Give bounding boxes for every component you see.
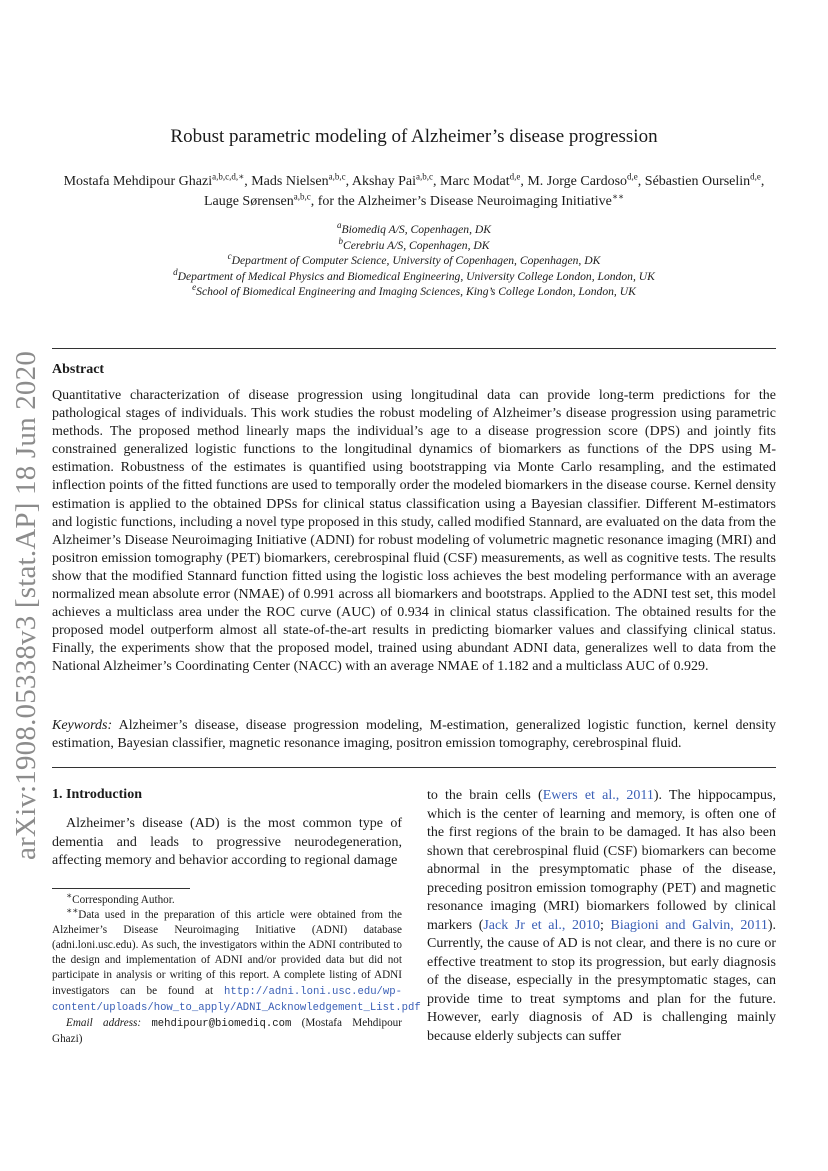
citation-biagioni-2011[interactable]: Biagioni and Galvin, 2011 [610, 917, 768, 933]
author: Marc Modat$^{d,e}$, [440, 171, 528, 189]
author: Mostafa Mehdipour Ghazi$^{a,b,c,d,∗}$, [63, 171, 252, 189]
paper-title: Robust parametric modeling of Alzheimer’s disease progression [170, 126, 658, 147]
abstract-top-rule [52, 348, 776, 349]
arxiv-side-stamp: arXiv:1908.05338v3 [stat.AP] 18 Jun 2020 [10, 350, 42, 860]
affiliation: $^b$Cerebriu A/S, Copenhagen, DK [338, 235, 490, 252]
section-heading-introduction: 1. Introduction [52, 787, 142, 802]
footnote-rule [52, 888, 190, 889]
affiliation: $^d$Department of Medical Physics and Biomedical Engineering, University College London, London, UK [173, 266, 655, 283]
affiliation: $^e$School of Biomedical Engineering and Imaging Sciences, King’s College London, London, UK [192, 282, 636, 298]
abstract-text: Quantitative characterization of disease progression using longitudinal data can provide long-term predictions for the pathological stages of individuals. This work studies the robust modeling of Alzheimer’s disease progression using parametric methods. The proposed method linearly maps the individual’s age to a disease progression score (DPS) and jointly fits constrained generalized logistic functions to the longitudinal dynamics of biomarkers as functions of the DPS using M-estimation. Robustness of the estimates is quantified using bootstrapping via Monte Carlo resampling, and the estimated inflection points of the fitted functions are used to temporally order the modeled biomarkers in the disease course. Kernel density estimation is applied to the obtained DPSs for clinical status classification using a Bayesian classifier. Different M-estimators and logistic functions, including a novel type proposed in this study, called modified Stannard, are evaluated on the data from the Alzheimer’s Disease Neuroimaging Initiative (ADNI) for robust modeling of volumetric magnetic resonance imaging (MRI) and positron emission tomography (PET) biomarkers, cerebrospinal fluid (CSF) measurements, as well as cognitive tests. The results show that the modified Stannard function fitted using the logistic loss achieves the best modeling performance with an average normalized mean absolute error (NMAE) of 0.991 across all biomarkers and bootstraps. Applied to the ADNI test set, this model achieves a multiclass area under the ROC curve (AUC) of 0.934 in clinical status classification. The obtained results for the proposed model outperform almost all state-of-the-art results in predicting biomarker values and classifying clinical status. Finally, the experiments show that the proposed model, trained using abundant ADNI data, generalizes well to data from the National Alzheimer’s Coordinating Center (NACC) with an average NMAE of 1.182 and a multiclass AUC of 0.929. [52, 388, 776, 675]
author: Sébastien Ourselin$^{d,e}$, [644, 171, 765, 189]
footnote-email: Email address: mehdipour@biomediq.com (Mostafa Mehdipour Ghazi) [52, 1016, 403, 1045]
affiliations [0, 222, 828, 300]
intro-paragraph-right: to the brain cells (Ewers et al., 2011). The hippocampus, which is the center of learning and memory, is often one of the first regions of the brain to be damaged. It has also been shown that cerebrospinal fluid (CSF) biomarkers can become abnormal in the presymptomatic phase of the disease, preceding positron emission tomography (PET) and magnetic resonance imaging (MRI) biomarkers followed by clinical markers (Jack Jr et al., 2010; Biagioni and Galvin, 2011). Currently, the cause of AD is not clear, and there is no cure or effective treatment to stop its progression, but early diagnosis of the disease, especially in the presymptomatic stages, can provide time to treat symptoms and plan for the future. However, early diagnosis of AD is challenging mainly because elderly subjects can suffer [427, 788, 776, 1044]
footnote-corresponding: ∗Corresponding Author. [66, 890, 175, 906]
author: for the Alzheimer’s Disease Neuroimaging Initiative∗∗ [317, 191, 625, 209]
citation-jack-2010[interactable]: Jack Jr et al., 2010 [483, 917, 600, 933]
abstract-heading: Abstract [52, 362, 105, 377]
keywords [52, 717, 776, 754]
affiliation: $^c$Department of Computer Science, University of Copenhagen, Copenhagen, DK [227, 251, 601, 267]
keywords-text: Alzheimer’s disease, disease progression modeling, M-estimation, generalized logistic function, kernel density estimation, Bayesian classifier, magnetic resonance imaging, positron emission tomography, cerebrospinal fluid. [52, 718, 776, 752]
email-address[interactable]: mehdipour@biomediq.com [151, 1017, 292, 1030]
author: Lauge Sørensen$^{a,b,c}$, [203, 191, 318, 209]
adni-acknowledgement-link[interactable]: http://adni.loni.usc.edu/wp-content/uploads/how_to_apply/ADNI_Acknowledgement_List.pdf [52, 985, 421, 1014]
keywords-label: Keywords: [52, 718, 113, 733]
author: Akshay Pai$^{a,b,c}$, [351, 171, 441, 189]
abstract-bottom-rule [52, 767, 776, 768]
author: M. Jorge Cardoso$^{d,e}$, [527, 171, 645, 189]
citation-ewers-2011[interactable]: Ewers et al., 2011 [542, 788, 654, 803]
author: Mads Nielsen$^{a,b,c}$, [251, 171, 352, 189]
footnotes [52, 890, 421, 1047]
author-list [52, 172, 776, 212]
intro-paragraph-left: Alzheimer’s disease (AD) is the most common type of dementia and leads to progressive neurodegeneration, affecting memory and behavior according to regional damage [52, 816, 402, 868]
affiliation: $^a$Biomediq A/S, Copenhagen, DK [336, 220, 492, 236]
footnote-adni: ∗∗Data used in the preparation of this article were obtained from the Alzheimer’s Disease Neuroimaging Initiative (ADNI) database (adni.loni.usc.edu). As such, the investigators within the ADNI contributed to the design and implementation of ADNI and/or provided data but did not participate in analysis or writing of this report. A complete listing of ADNI investigators can be found at http://adni.loni.usc.edu/wp-content/uploads/how_to_apply/ADNI_Acknowledgement_List.pdf [52, 905, 421, 1014]
